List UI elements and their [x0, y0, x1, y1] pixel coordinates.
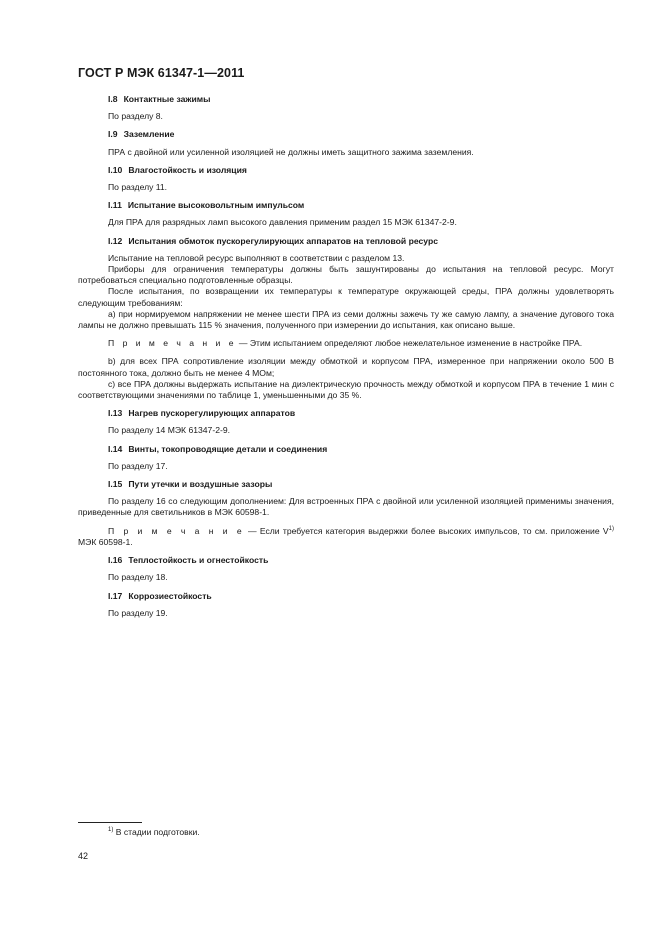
note-text: — Если требуется категория выдержки более высоких импульсов, то см. приложение V	[244, 525, 609, 536]
section-title: Нагрев пускорегулирующих аппаратов	[128, 408, 296, 419]
section-number: I.12	[108, 235, 123, 246]
note-label: П р и м е ч а н и е	[108, 338, 237, 349]
section-heading-i8	[78, 94, 614, 105]
page-number: 42	[78, 851, 89, 861]
section-body: По разделу 8.	[108, 111, 163, 122]
section-body: По разделу 19.	[108, 607, 168, 618]
section-heading-i9	[78, 129, 614, 140]
document-header: ГОСТ Р МЭК 61347-1—2011	[78, 66, 245, 80]
section-body: По разделу 18.	[108, 572, 168, 583]
section-title: Испытания обмоток пускорегулирующих аппаратов на тепловой ресурс	[128, 235, 438, 246]
section-number: I.17	[108, 590, 123, 601]
list-item-c: с) все ПРА должны выдержать испытание на диэлектрическую прочность между обмоткой и корпусом ПРА в течение 1 мин с соответствующими значениями по таблице 1, уменьшенными до 35 %.	[78, 378, 614, 401]
footnote-text: В стадии подготовки.	[113, 827, 200, 837]
section-body: По разделу 17.	[108, 460, 168, 471]
note	[78, 526, 614, 548]
section-title: Заземление	[123, 129, 175, 140]
paragraph: После испытания, по возвращении их температуры к температуре окружающей среды, ПРА должны удовлетворять следующим требованиям:	[78, 286, 614, 308]
section-title: Теплостойкость и огнестойкость	[128, 555, 269, 566]
section-heading-i16	[78, 555, 614, 566]
section-title: Винты, токопроводящие детали и соединения	[128, 443, 328, 454]
footnote-separator	[78, 822, 142, 823]
note-label: П р и м е ч а н и е	[108, 525, 245, 536]
note-text: — Этим испытанием определяют любое нежелательное изменение в настройке ПРА.	[236, 338, 583, 349]
document-body	[78, 94, 614, 619]
section-heading-i10	[78, 165, 614, 176]
section-title: Испытание высоковольтным импульсом	[127, 200, 305, 211]
section-number: I.14	[108, 443, 123, 454]
section-body: Для ПРА для разрядных ламп высокого давления применим раздел 15 МЭК 61347-2-9.	[108, 217, 457, 228]
list-item-a: а) при нормируемом напряжении не менее шести ПРА из семи должны зажечь ту же самую лампу, а значение дугового тока лампы не должно превышать 115 % значения, полученного при измерении до испытания, как описано выше.	[78, 308, 614, 331]
section-number: I.8	[108, 94, 118, 104]
section-heading-i12	[78, 236, 614, 247]
note-tail: МЭК 60598-1.	[78, 536, 133, 547]
section-number: I.15	[108, 479, 123, 490]
paragraph: Испытание на тепловой ресурс выполняют в соответствии с разделом 13.	[108, 252, 405, 263]
section-heading-i15	[78, 479, 614, 490]
footnote	[108, 827, 200, 837]
section-title: Пути утечки и воздушные зазоры	[128, 479, 273, 490]
section-number: I.16	[108, 555, 123, 566]
section-body: По разделу 14 МЭК 61347-2-9.	[108, 425, 231, 436]
list-item-b: b) для всех ПРА сопротивление изоляции между обмоткой и корпусом ПРА, измеренное при напряжении около 500 В постоянного тока, должно быть не менее 4 МОм;	[78, 356, 614, 378]
footnote-mark: 1)	[108, 827, 114, 834]
section-heading-i14	[78, 444, 614, 455]
paragraph: Приборы для ограничения температуры должны быть зашунтированы до испытания на тепловой ресурс. Могут потребоваться специально подготовленные образцы.	[78, 264, 614, 286]
paragraph: По разделу 16 со следующим дополнением: Для встроенных ПРА с двойной или усиленной изоляцией применимы значения, приведенные для светильников в МЭК 60598-1.	[78, 496, 614, 518]
section-title: Влагостойкость и изоляция	[128, 164, 247, 175]
section-number: I.11	[108, 200, 122, 211]
section-number: I.10	[108, 164, 123, 175]
section-body: ПРА с двойной или усиленной изоляцией не должны иметь защитного зажима заземления.	[108, 146, 474, 157]
section-number: I.13	[108, 408, 123, 419]
section-heading-i13	[78, 408, 614, 419]
footnote-ref: 1)	[608, 525, 615, 532]
section-title: Контактные зажимы	[123, 94, 211, 104]
section-heading-i11	[78, 200, 614, 211]
note	[78, 338, 614, 349]
section-number: I.9	[108, 129, 118, 140]
section-title: Коррозиестойкость	[128, 590, 212, 601]
section-body: По разделу 11.	[108, 182, 168, 193]
section-heading-i17	[78, 591, 614, 602]
